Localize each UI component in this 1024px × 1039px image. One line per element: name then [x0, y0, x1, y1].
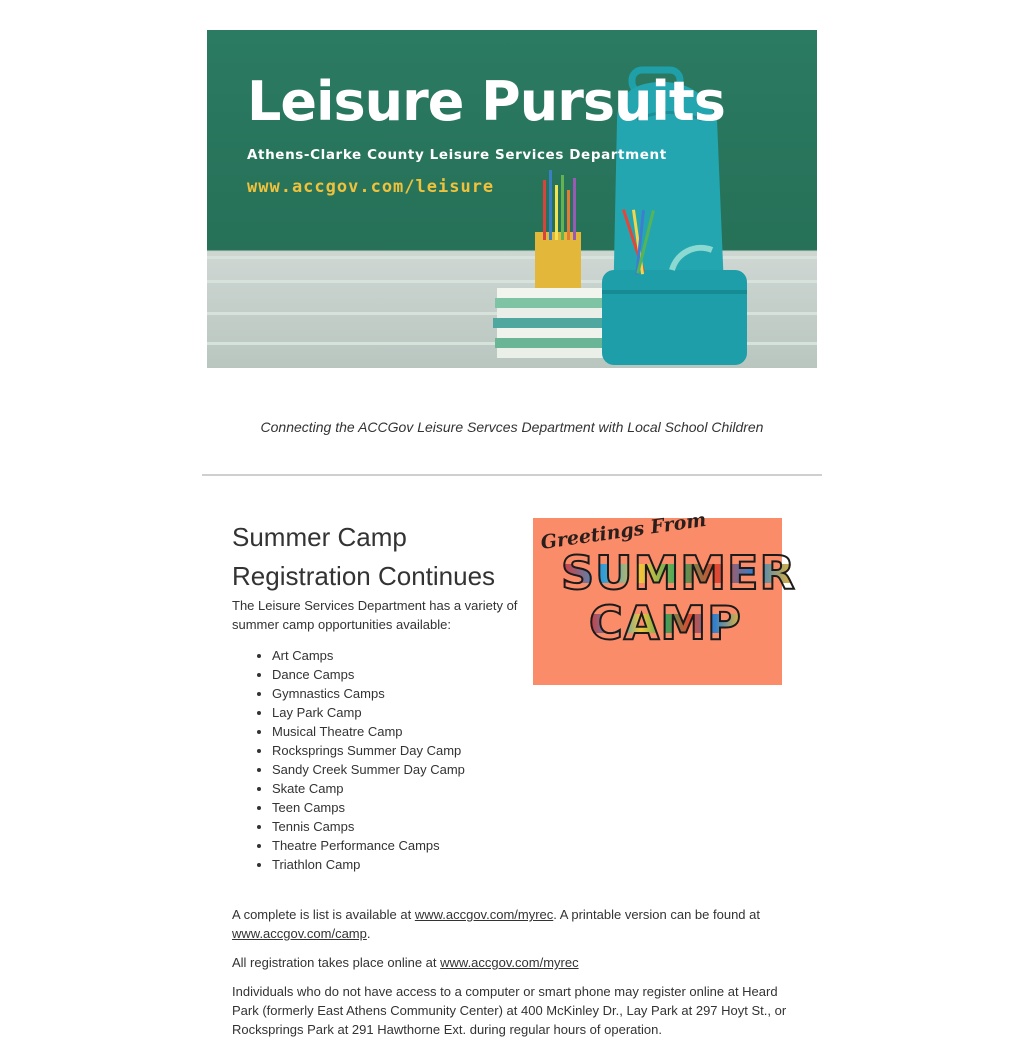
list-item: • Triathlon Camp	[272, 855, 792, 874]
camp-link[interactable]: www.accgov.com/camp	[232, 926, 367, 941]
paragraph-registration	[232, 953, 792, 972]
banner-url: www.accgov.com/leisure	[247, 177, 495, 197]
registration-link[interactable]: www.accgov.com/myrec	[440, 955, 579, 970]
list-item: • Musical Theatre Camp	[272, 722, 792, 741]
list-item: • Tennis Camps	[272, 817, 792, 836]
list-item: • Dance Camps	[272, 665, 792, 684]
camp-image-word-camp: CAMP	[589, 596, 742, 650]
article-heading: Summer Camp Registration Continues	[232, 522, 496, 591]
list-item: • Gymnastics Camps	[272, 684, 792, 703]
paragraph-text: .	[366, 926, 371, 941]
camp-image-greeting: Greetings From	[539, 508, 708, 554]
header-banner	[207, 30, 817, 368]
newsletter	[202, 0, 822, 1039]
tagline: Connecting the ACCGov Leisure Servces Department with Local School Children	[260, 419, 764, 435]
list-item: • Art Camps	[272, 646, 792, 665]
banner-subtitle: Athens-Clarke County Leisure Services Department	[247, 147, 667, 163]
list-item: • Rocksprings Summer Day Camp	[272, 741, 792, 760]
summer-camp-image	[533, 508, 796, 685]
list-item: • Skate Camp	[272, 779, 792, 798]
banner-title: Leisure Pursuits	[247, 70, 725, 133]
list-item: • Lay Park Camp	[272, 703, 792, 722]
list-item: • Teen Camps	[272, 798, 792, 817]
list-item: • Theatre Performance Camps	[272, 836, 792, 855]
paragraph-text: All registration takes place online at	[232, 955, 441, 970]
list-item: • Sandy Creek Summer Day Camp	[272, 760, 792, 779]
paragraph-complete-list	[232, 905, 792, 943]
article-intro: The Leisure Services Department has a variety of summer camp opportunities available:	[232, 598, 518, 632]
myrec-link[interactable]: www.accgov.com/myrec	[414, 907, 554, 922]
camp-image-word-summer: SUMMER	[561, 546, 796, 600]
paragraph-in-person: Individuals who do not have access to a computer or smart phone may register online at Heard Park (formerly East Athens Community Center) at 400 McKinley Dr., Lay Park at 297 Hoyt St., or Rocksprings Park at 291 Hawthorne Ext. during regular hours of operation.	[232, 984, 787, 1037]
paragraph-text: A complete is list is available at	[232, 907, 415, 922]
article	[202, 476, 822, 1039]
paragraph-text: . A printable version can be found at	[553, 907, 760, 922]
